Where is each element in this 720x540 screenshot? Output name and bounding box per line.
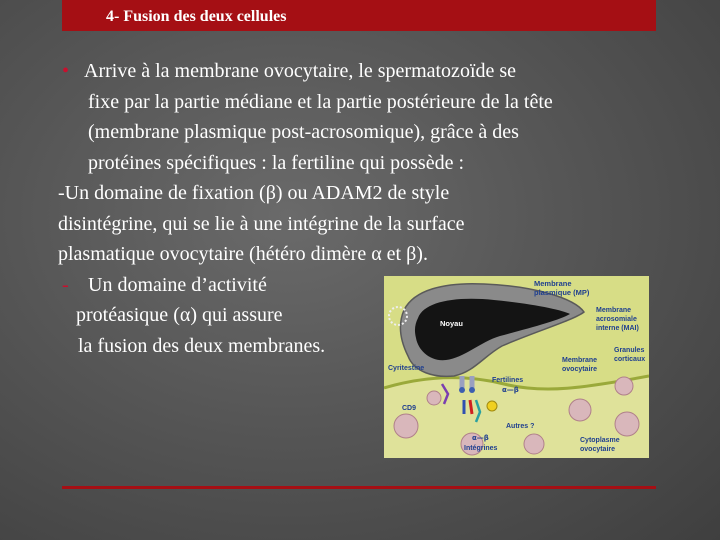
autres-label: Autres ? <box>506 423 535 430</box>
granules-label-2: corticaux <box>614 356 646 363</box>
membrane-ovo-label-1: Membrane <box>562 357 598 364</box>
mai-label-1: Membrane <box>596 307 632 314</box>
cyritestine-label: Cyritestine <box>388 365 425 372</box>
activity-domain-line-1: - Un domaine d’activité <box>62 270 662 301</box>
fertilines-ab-label: α—β <box>502 386 519 394</box>
title-bar <box>62 0 656 31</box>
granules-label-1: Granules <box>614 347 645 354</box>
mai-label-2: acrosomiale <box>596 316 637 323</box>
cd9-label: CD9 <box>402 405 417 412</box>
bullet-line-2: fixe par la partie médiane et la partie postérieure de la tête <box>88 90 553 113</box>
fusion-diagram-svg <box>384 276 649 458</box>
mp-label-2: plasmique (MP) <box>534 288 590 297</box>
bullet-line-3: (membrane plasmique post-acrosomique), grâce à des <box>88 121 519 143</box>
mp-label: Membrane <box>534 279 572 288</box>
bottom-rule <box>62 486 656 489</box>
cytoplasme-label-2: ovocytaire <box>580 446 616 453</box>
bullet-icon: • <box>62 60 70 82</box>
fixation-domain-line-3: plasmatique ovocytaire (hétéro dimère α et β). <box>58 243 428 265</box>
cytoplasme-label-1: Cytoplasme <box>580 437 620 444</box>
fertilines-label: Fertilines <box>492 377 524 384</box>
bullet-line-4: protéines spécifiques : la fertiline qui possède : <box>88 151 465 174</box>
integrines-ab-label: α—β <box>472 434 489 442</box>
activity-domain-line-2: protéasique (α) qui assure <box>76 304 283 326</box>
slide-title: 4- Fusion des deux cellules <box>106 8 287 25</box>
activity-domain-line-3: la fusion des deux membranes. <box>78 334 326 357</box>
bullet-line-1: • Arrive à la membrane ovocytaire, le spermatozoïde se <box>62 56 662 87</box>
fusion-diagram <box>384 276 649 458</box>
fixation-domain-line-2: disintégrine, qui se lie à une intégrine de la surface <box>58 212 465 235</box>
mai-label-3: interne (MAI) <box>596 325 639 332</box>
membrane-ovo-label-2: ovocytaire <box>562 366 598 373</box>
noyau-label: Noyau <box>440 319 463 328</box>
integrines-label: Intégrines <box>464 445 498 452</box>
dash-icon: - <box>62 273 69 296</box>
fixation-domain-line-1: -Un domaine de fixation (β) ou ADAM2 de style <box>58 182 450 204</box>
